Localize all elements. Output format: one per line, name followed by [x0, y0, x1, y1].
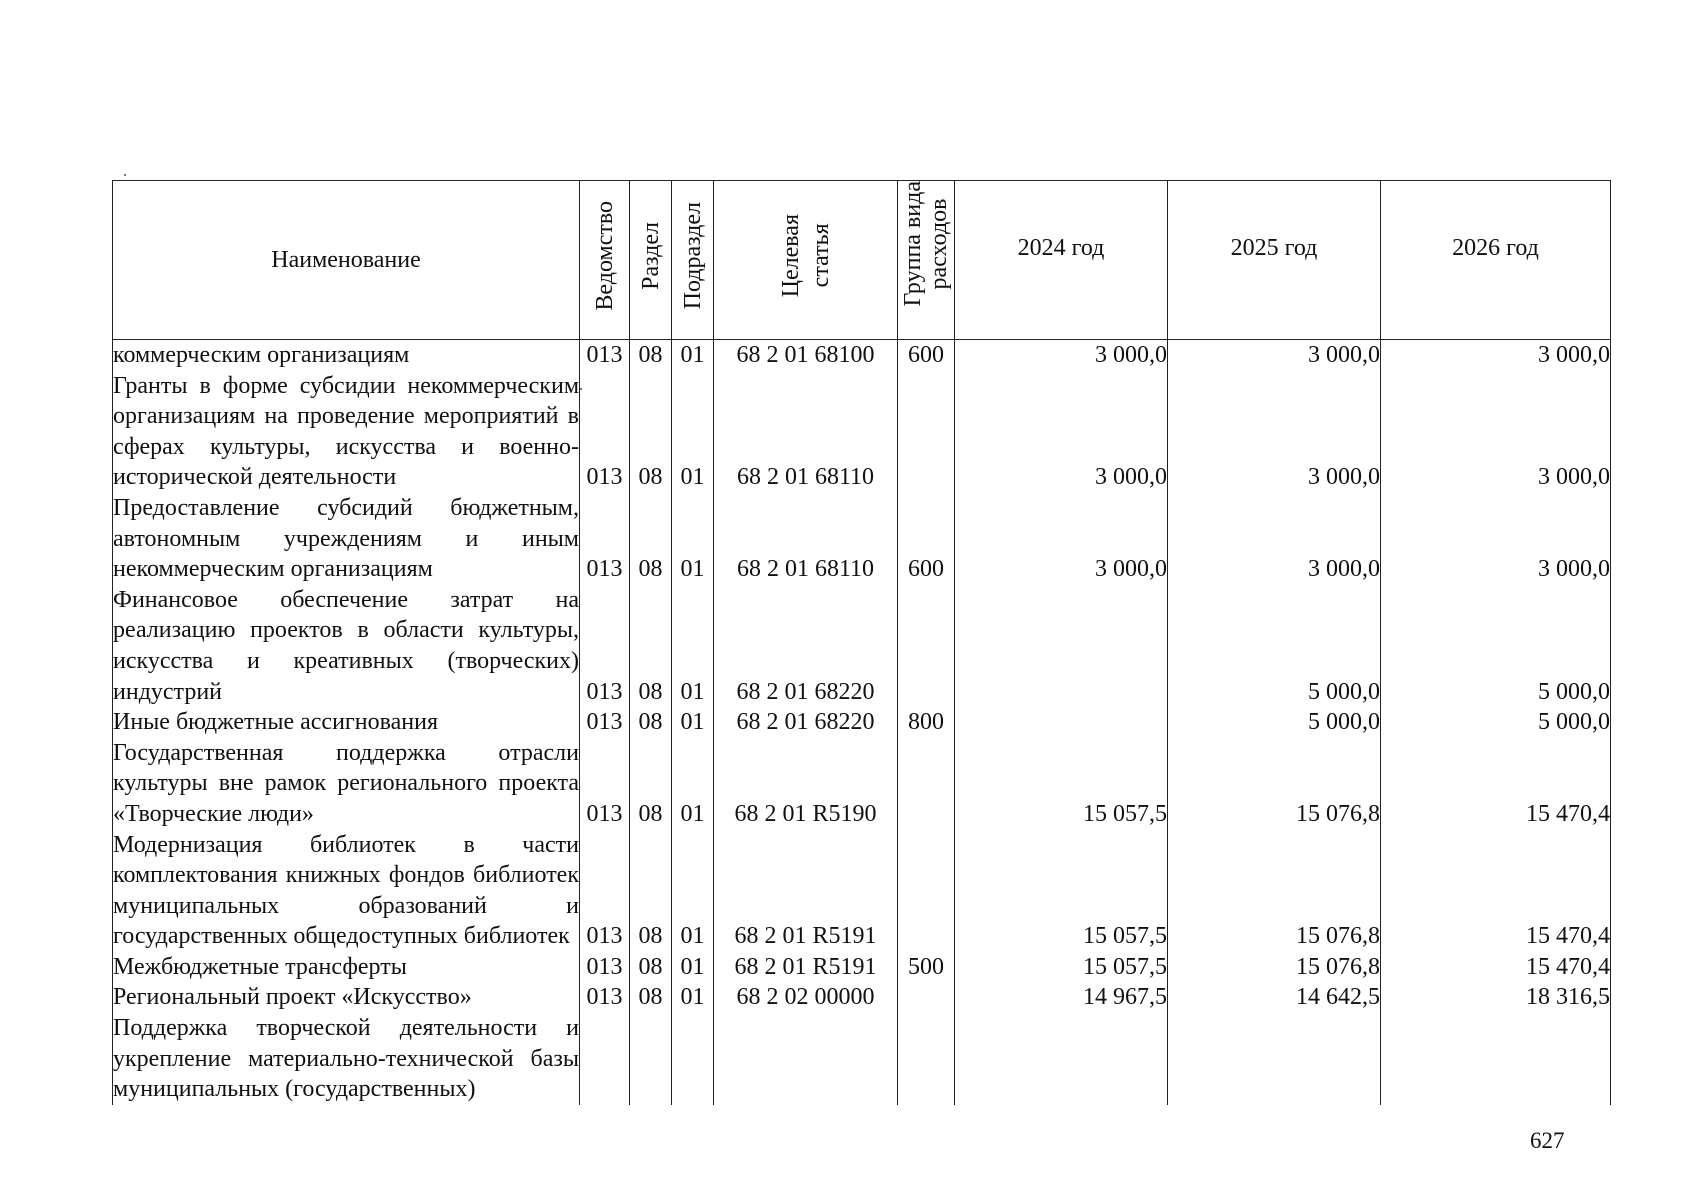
row-subsection: 01 [672, 340, 714, 371]
row-amount-2025: 15 076,8 [1168, 738, 1381, 830]
header-subsection: Подраздел [672, 181, 714, 340]
row-section [630, 1013, 672, 1105]
row-department: 013 [580, 371, 630, 493]
row-amount-2025: 3 000,0 [1168, 493, 1381, 585]
row-expense-group: 600 [898, 340, 955, 371]
row-target-item [714, 1013, 898, 1105]
row-subsection: 01 [672, 493, 714, 585]
row-target-item: 68 2 01 68220 [714, 585, 898, 707]
row-amount-2025: 15 076,8 [1168, 830, 1381, 952]
row-section: 08 [630, 707, 672, 738]
row-amount-2024: 15 057,5 [955, 830, 1168, 952]
row-name: Предоставление субсидий бюджетным, автономным учреждениям и иным некоммерческим организациям [113, 493, 580, 585]
table-row [113, 707, 1611, 738]
header-target-item: Целевая статья [714, 181, 898, 340]
row-amount-2025: 5 000,0 [1168, 585, 1381, 707]
table-row [113, 371, 1611, 493]
row-amount-2026: 15 470,4 [1381, 952, 1611, 983]
row-department: 013 [580, 738, 630, 830]
page-number: 627 [1530, 1128, 1565, 1153]
row-name: Региональный проект «Искусство» [113, 982, 580, 1013]
table-row [113, 1013, 1611, 1105]
scan-speck [124, 174, 126, 176]
row-expense-group: 500 [898, 952, 955, 983]
budget-table [112, 180, 1611, 1105]
row-target-item: 68 2 01 R5191 [714, 830, 898, 952]
row-amount-2026: 15 470,4 [1381, 738, 1611, 830]
header-year-2024: 2024 год [955, 181, 1168, 340]
row-amount-2026: 3 000,0 [1381, 493, 1611, 585]
row-amount-2024 [955, 585, 1168, 707]
table-row [113, 952, 1611, 983]
table-row [113, 493, 1611, 585]
row-section: 08 [630, 371, 672, 493]
row-amount-2024: 3 000,0 [955, 371, 1168, 493]
row-section: 08 [630, 493, 672, 585]
row-department: 013 [580, 585, 630, 707]
row-amount-2025: 3 000,0 [1168, 371, 1381, 493]
row-department: 013 [580, 493, 630, 585]
row-department [580, 1013, 630, 1105]
row-target-item: 68 2 02 00000 [714, 982, 898, 1013]
row-amount-2025: 5 000,0 [1168, 707, 1381, 738]
row-amount-2025: 15 076,8 [1168, 952, 1381, 983]
row-amount-2024: 15 057,5 [955, 952, 1168, 983]
row-expense-group [898, 830, 955, 952]
row-target-item: 68 2 01 R5191 [714, 952, 898, 983]
row-department: 013 [580, 707, 630, 738]
header-name: Наименование [113, 181, 580, 340]
row-amount-2026: 5 000,0 [1381, 585, 1611, 707]
table-row [113, 982, 1611, 1013]
row-subsection: 01 [672, 952, 714, 983]
row-amount-2026: 5 000,0 [1381, 707, 1611, 738]
row-amount-2024 [955, 707, 1168, 738]
row-amount-2025: 3 000,0 [1168, 340, 1381, 371]
table-row [113, 340, 1611, 371]
row-target-item: 68 2 01 68100 [714, 340, 898, 371]
row-amount-2024 [955, 1013, 1168, 1105]
row-target-item: 68 2 01 68110 [714, 493, 898, 585]
table-row [113, 738, 1611, 830]
row-section: 08 [630, 738, 672, 830]
table-row [113, 830, 1611, 952]
row-amount-2026 [1381, 1013, 1611, 1105]
table-header-row [113, 181, 1611, 340]
row-amount-2024: 15 057,5 [955, 738, 1168, 830]
row-department: 013 [580, 340, 630, 371]
row-name: Финансовое обеспечение затрат на реализацию проектов в области культуры, искусства и креативных (творческих) индустрий [113, 585, 580, 707]
row-subsection: 01 [672, 982, 714, 1013]
row-name: Гранты в форме субсидии некоммерческим организациям на проведение мероприятий в сферах культуры, искусства и военно-исторической деятельности [113, 371, 580, 493]
row-subsection: 01 [672, 738, 714, 830]
row-expense-group: 800 [898, 707, 955, 738]
row-section: 08 [630, 585, 672, 707]
row-department: 013 [580, 952, 630, 983]
row-name: Иные бюджетные ассигнования [113, 707, 580, 738]
row-section: 08 [630, 982, 672, 1013]
row-expense-group [898, 1013, 955, 1105]
row-name: Модернизация библиотек в части комплектования книжных фондов библиотек муниципальных образований и государственных общедоступных библиотек [113, 830, 580, 952]
row-amount-2026: 15 470,4 [1381, 830, 1611, 952]
header-year-2026: 2026 год [1381, 181, 1611, 340]
row-subsection [672, 1013, 714, 1105]
row-amount-2024: 3 000,0 [955, 340, 1168, 371]
row-amount-2024: 14 967,5 [955, 982, 1168, 1013]
row-expense-group: 600 [898, 493, 955, 585]
row-department: 013 [580, 830, 630, 952]
row-expense-group [898, 585, 955, 707]
row-amount-2025 [1168, 1013, 1381, 1105]
scan-speck [580, 388, 582, 390]
row-subsection: 01 [672, 707, 714, 738]
header-year-2025: 2025 год [1168, 181, 1381, 340]
row-amount-2026: 3 000,0 [1381, 340, 1611, 371]
row-name: Государственная поддержка отрасли культуры вне рамок регионального проекта «Творческие люди» [113, 738, 580, 830]
row-target-item: 68 2 01 68220 [714, 707, 898, 738]
row-name: Поддержка творческой деятельности и укрепление материально-технической базы муниципальных (государственных) [113, 1013, 580, 1105]
row-amount-2026: 18 316,5 [1381, 982, 1611, 1013]
row-target-item: 68 2 01 R5190 [714, 738, 898, 830]
row-name: коммерческим организациям [113, 340, 580, 371]
row-subsection: 01 [672, 585, 714, 707]
row-name: Межбюджетные трансферты [113, 952, 580, 983]
row-amount-2024: 3 000,0 [955, 493, 1168, 585]
row-section: 08 [630, 830, 672, 952]
row-subsection: 01 [672, 371, 714, 493]
table-row [113, 585, 1611, 707]
header-department: Ведомство [580, 181, 630, 340]
header-expense-group: Группа вида расходов [898, 181, 955, 340]
header-section: Раздел [630, 181, 672, 340]
row-subsection: 01 [672, 830, 714, 952]
row-department: 013 [580, 982, 630, 1013]
row-expense-group [898, 371, 955, 493]
row-section: 08 [630, 340, 672, 371]
row-amount-2026: 3 000,0 [1381, 371, 1611, 493]
row-target-item: 68 2 01 68110 [714, 371, 898, 493]
row-section: 08 [630, 952, 672, 983]
row-amount-2025: 14 642,5 [1168, 982, 1381, 1013]
row-expense-group [898, 982, 955, 1013]
row-expense-group [898, 738, 955, 830]
